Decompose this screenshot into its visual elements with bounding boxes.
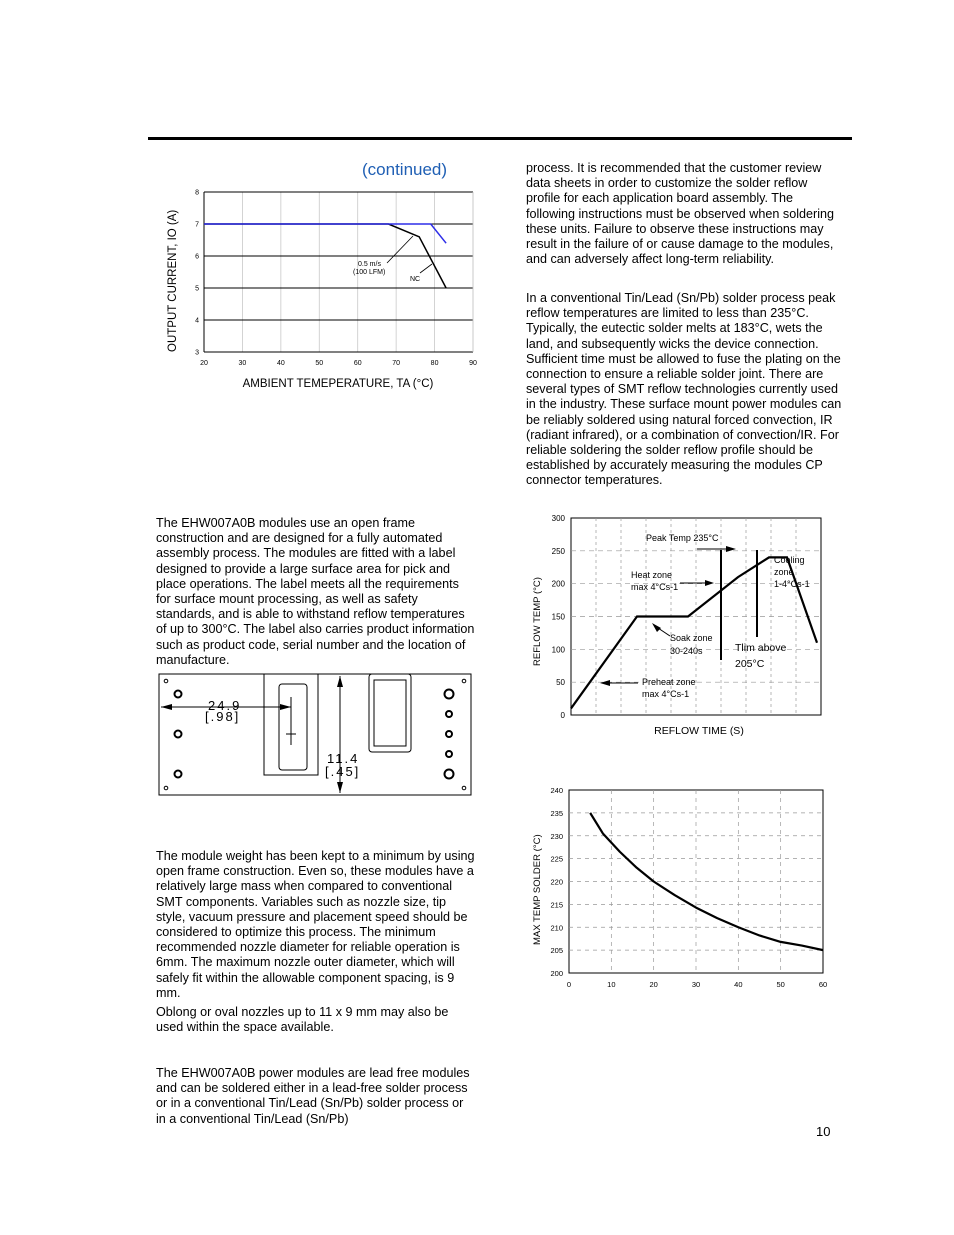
reflow-annotation-cooling: Cooling xyxy=(774,555,805,565)
reflow-y-tick: 250 xyxy=(551,546,565,556)
dimension-2-inch: [.45] xyxy=(325,764,361,779)
derating-annotation-lfm: (100 LFM) xyxy=(353,269,386,276)
derating-series-line xyxy=(204,224,446,288)
max-temp-y-tick: 230 xyxy=(550,831,563,841)
max-temp-x-tick: 0 xyxy=(566,980,572,989)
corner-hole xyxy=(164,786,168,790)
inductor-body xyxy=(264,674,318,775)
max-temp-x-tick: 50 xyxy=(776,980,785,989)
max-temp-y-tick: 205 xyxy=(550,946,563,956)
dimension-2-mm: 11.4 xyxy=(327,751,360,766)
max-temp-y-tick: 235 xyxy=(550,808,563,818)
derating-grid xyxy=(204,192,473,352)
reflow-annotation-tlim: Tlim above xyxy=(735,642,787,654)
reflow-ylabel: REFLOW TEMP (°C) xyxy=(532,577,543,666)
inductor-core xyxy=(279,684,307,770)
pin-right xyxy=(446,731,452,737)
reflow-annotation-soak: Soak zone xyxy=(670,633,713,643)
reflow-annotation-cooling-rate: 1-4°Cs-1 xyxy=(774,579,810,589)
reflow-series-line xyxy=(571,557,817,708)
reflow-annotation-heat-rate: max 4°Cs-1 xyxy=(631,582,679,592)
header-rule xyxy=(148,137,852,140)
derating-x-tick: 30 xyxy=(238,360,247,367)
reflow-y-tick: 50 xyxy=(556,678,565,688)
soak-arrowhead xyxy=(652,623,661,632)
derating-x-tick: 40 xyxy=(276,360,285,367)
max-temp-y-tick: 215 xyxy=(550,900,563,910)
pin-left xyxy=(175,691,182,698)
dimension-arrow-down xyxy=(337,782,343,793)
derating-x-tick: 60 xyxy=(353,360,362,367)
derating-x-tick: 70 xyxy=(392,360,401,367)
dimension-arrow-left xyxy=(161,704,172,710)
max-temp-line xyxy=(590,813,823,950)
max-temp-ticks xyxy=(550,786,827,989)
page-number: 10 xyxy=(816,1124,831,1139)
capacitor-body xyxy=(369,674,411,752)
max-temp-y-tick: 220 xyxy=(550,877,563,887)
derating-y-tick: 5 xyxy=(195,285,199,293)
dimension-1-inch: [.98] xyxy=(205,709,241,724)
max-temp-x-tick: 10 xyxy=(607,980,616,989)
paragraph-lead-free: The EHW007A0B power modules are lead free modules and can be soldered either in a lead-free solder process or in a conventional Tin/Lead (Sn/Pb) solder process or in a conventional Tin/Lead (Sn/Pb) xyxy=(156,1066,470,1126)
reflow-plot-frame xyxy=(571,518,821,715)
soak-arrow xyxy=(655,626,670,636)
capacitor-inner xyxy=(374,680,406,746)
heat-arrowhead xyxy=(705,580,714,586)
pin-left xyxy=(175,731,182,738)
derating-y-tick: 3 xyxy=(195,349,199,357)
reflow-annotation-tlim-temp: 205°C xyxy=(735,658,765,670)
derating-leader-2 xyxy=(420,264,432,273)
paragraph-weight: The module weight has been kept to a minimum by using open frame construction. Even so, these modules have a relatively large mass when compared to conventional SMT components. Variables such as nozzle size, tip style, vacuum pressure and placement speed should be considered to optimize this process. The minimum recommended nozzle diameter for reliable operation is 6mm. The maximum nozzle outer diameter, which will safely fit within the allowable component spacing, is 9 mm. xyxy=(156,849,475,1000)
reflow-y-tick: 300 xyxy=(551,514,565,523)
derating-series-line xyxy=(204,224,446,243)
paragraph-tin-lead: In a conventional Tin/Lead (Sn/Pb) solder process peak reflow temperatures are limited to less than 235°C. Typically, the eutectic solder melts at 183°C, wets the land, and subsequently wicks the device connection. Sufficient time must be allowed to fuse the plating on the connection to ensure a reliable solder joint. There are several types of SMT reflow technologies currently used in the industry. These surface mount power modules can be reliably soldered using natural forced convection, IR (radiant infrared), or a combination of convection/IR. For reliable soldering the solder reflow profile should be established by accurately measuring the modules CP connector temperatures. xyxy=(526,291,842,488)
derating-leader-1 xyxy=(387,236,413,263)
corner-hole xyxy=(462,786,466,790)
reflow-y-tick: 100 xyxy=(551,645,565,655)
reflow-grid xyxy=(571,518,821,715)
peak-arrowhead xyxy=(726,546,736,552)
pin-right xyxy=(445,770,454,779)
max-temp-grid xyxy=(569,790,823,973)
max-temp-y-tick: 240 xyxy=(550,786,563,795)
derating-y-tick: 6 xyxy=(195,253,199,261)
dimension-1-mm: 24.9 xyxy=(208,698,242,713)
max-temp-y-tick: 225 xyxy=(550,854,563,864)
max-temp-x-tick: 60 xyxy=(818,980,828,989)
derating-x-tick: 50 xyxy=(315,360,324,367)
dimension-arrow-right xyxy=(280,704,291,710)
max-temp-plot-frame xyxy=(569,790,823,973)
derating-annotation-nc: NC xyxy=(410,276,421,283)
max-temp-x-tick: 20 xyxy=(649,980,658,989)
corner-hole xyxy=(164,679,168,683)
derating-y-tick: 8 xyxy=(195,189,199,197)
paragraph-nozzles: Oblong or oval nozzles up to 11 x 9 mm may also be used within the space available. xyxy=(156,1005,449,1035)
reflow-annotation-soak-time: 30-240s xyxy=(670,646,703,656)
reflow-annotation-peak: Peak Temp 235°C xyxy=(646,533,719,543)
derating-xlabel: AMBIENT TEMEPERATURE, TA (°C) xyxy=(242,378,434,390)
derating-lines xyxy=(204,224,446,288)
reflow-ticks xyxy=(552,514,566,720)
derating-ticks xyxy=(195,190,477,368)
derating-annotation-airflow: 0.5 m/s xyxy=(358,261,381,268)
derating-x-tick: 90 xyxy=(469,360,477,367)
reflow-y-tick: 150 xyxy=(551,612,565,622)
derating-x-tick: 80 xyxy=(430,360,439,367)
pin-right xyxy=(446,711,452,717)
max-temp-series-line xyxy=(590,813,823,950)
reflow-xlabel: REFLOW TIME (S) xyxy=(654,725,744,737)
derating-ylabel: OUTPUT CURRENT, IO (A) xyxy=(167,209,179,352)
reflow-y-tick: 200 xyxy=(551,579,565,589)
corner-hole xyxy=(462,679,466,683)
max-temp-ylabel: MAX TEMP SOLDER (°C) xyxy=(532,834,543,945)
derating-y-tick: 7 xyxy=(195,221,199,229)
derating-x-tick: 20 xyxy=(200,360,208,367)
reflow-profile-line xyxy=(571,557,817,708)
derating-y-tick: 4 xyxy=(195,317,199,325)
reflow-annotation-preheat: Preheat zone xyxy=(642,677,696,687)
reflow-annotation-preheat-rate: max 4°Cs-1 xyxy=(642,689,690,699)
dimension-arrow-up xyxy=(337,676,343,687)
paragraph-construction: The EHW007A0B modules use an open frame construction and are designed for a fully automated assembly process. The modules are fitted with a label designed to provide a large surface area for pick and place operations. The label meets all the requirements for surface mount processing, as well as safety standards, and is able to withstand reflow temperatures of up to 300°C. The label also carries product information such as product code, serial number and the location of manufacture. xyxy=(156,516,475,667)
continued-label: (continued) xyxy=(362,160,448,179)
max-temp-y-tick: 210 xyxy=(550,923,563,933)
pin-left xyxy=(175,771,182,778)
module-outline xyxy=(159,674,471,795)
pin-right xyxy=(446,751,452,757)
pin-right xyxy=(445,690,454,699)
reflow-y-tick: 0 xyxy=(560,711,565,720)
preheat-arrowhead xyxy=(600,680,610,686)
max-temp-x-tick: 40 xyxy=(734,980,743,989)
reflow-annotation-heat: Heat zone xyxy=(631,570,673,580)
max-temp-x-tick: 30 xyxy=(691,980,701,989)
paragraph-process: process. It is recommended that the customer review data sheets in order to customize the solder reflow profile for each application board assembly. The following instructions must be observed when soldering these units. Failure to observe these instructions may result in the failure of or cause damage to the modules, and can adversely affect long-term reliability. xyxy=(526,161,835,267)
max-temp-y-tick: 200 xyxy=(550,969,563,978)
reflow-annotation-cooling-zone: zone xyxy=(774,567,794,577)
